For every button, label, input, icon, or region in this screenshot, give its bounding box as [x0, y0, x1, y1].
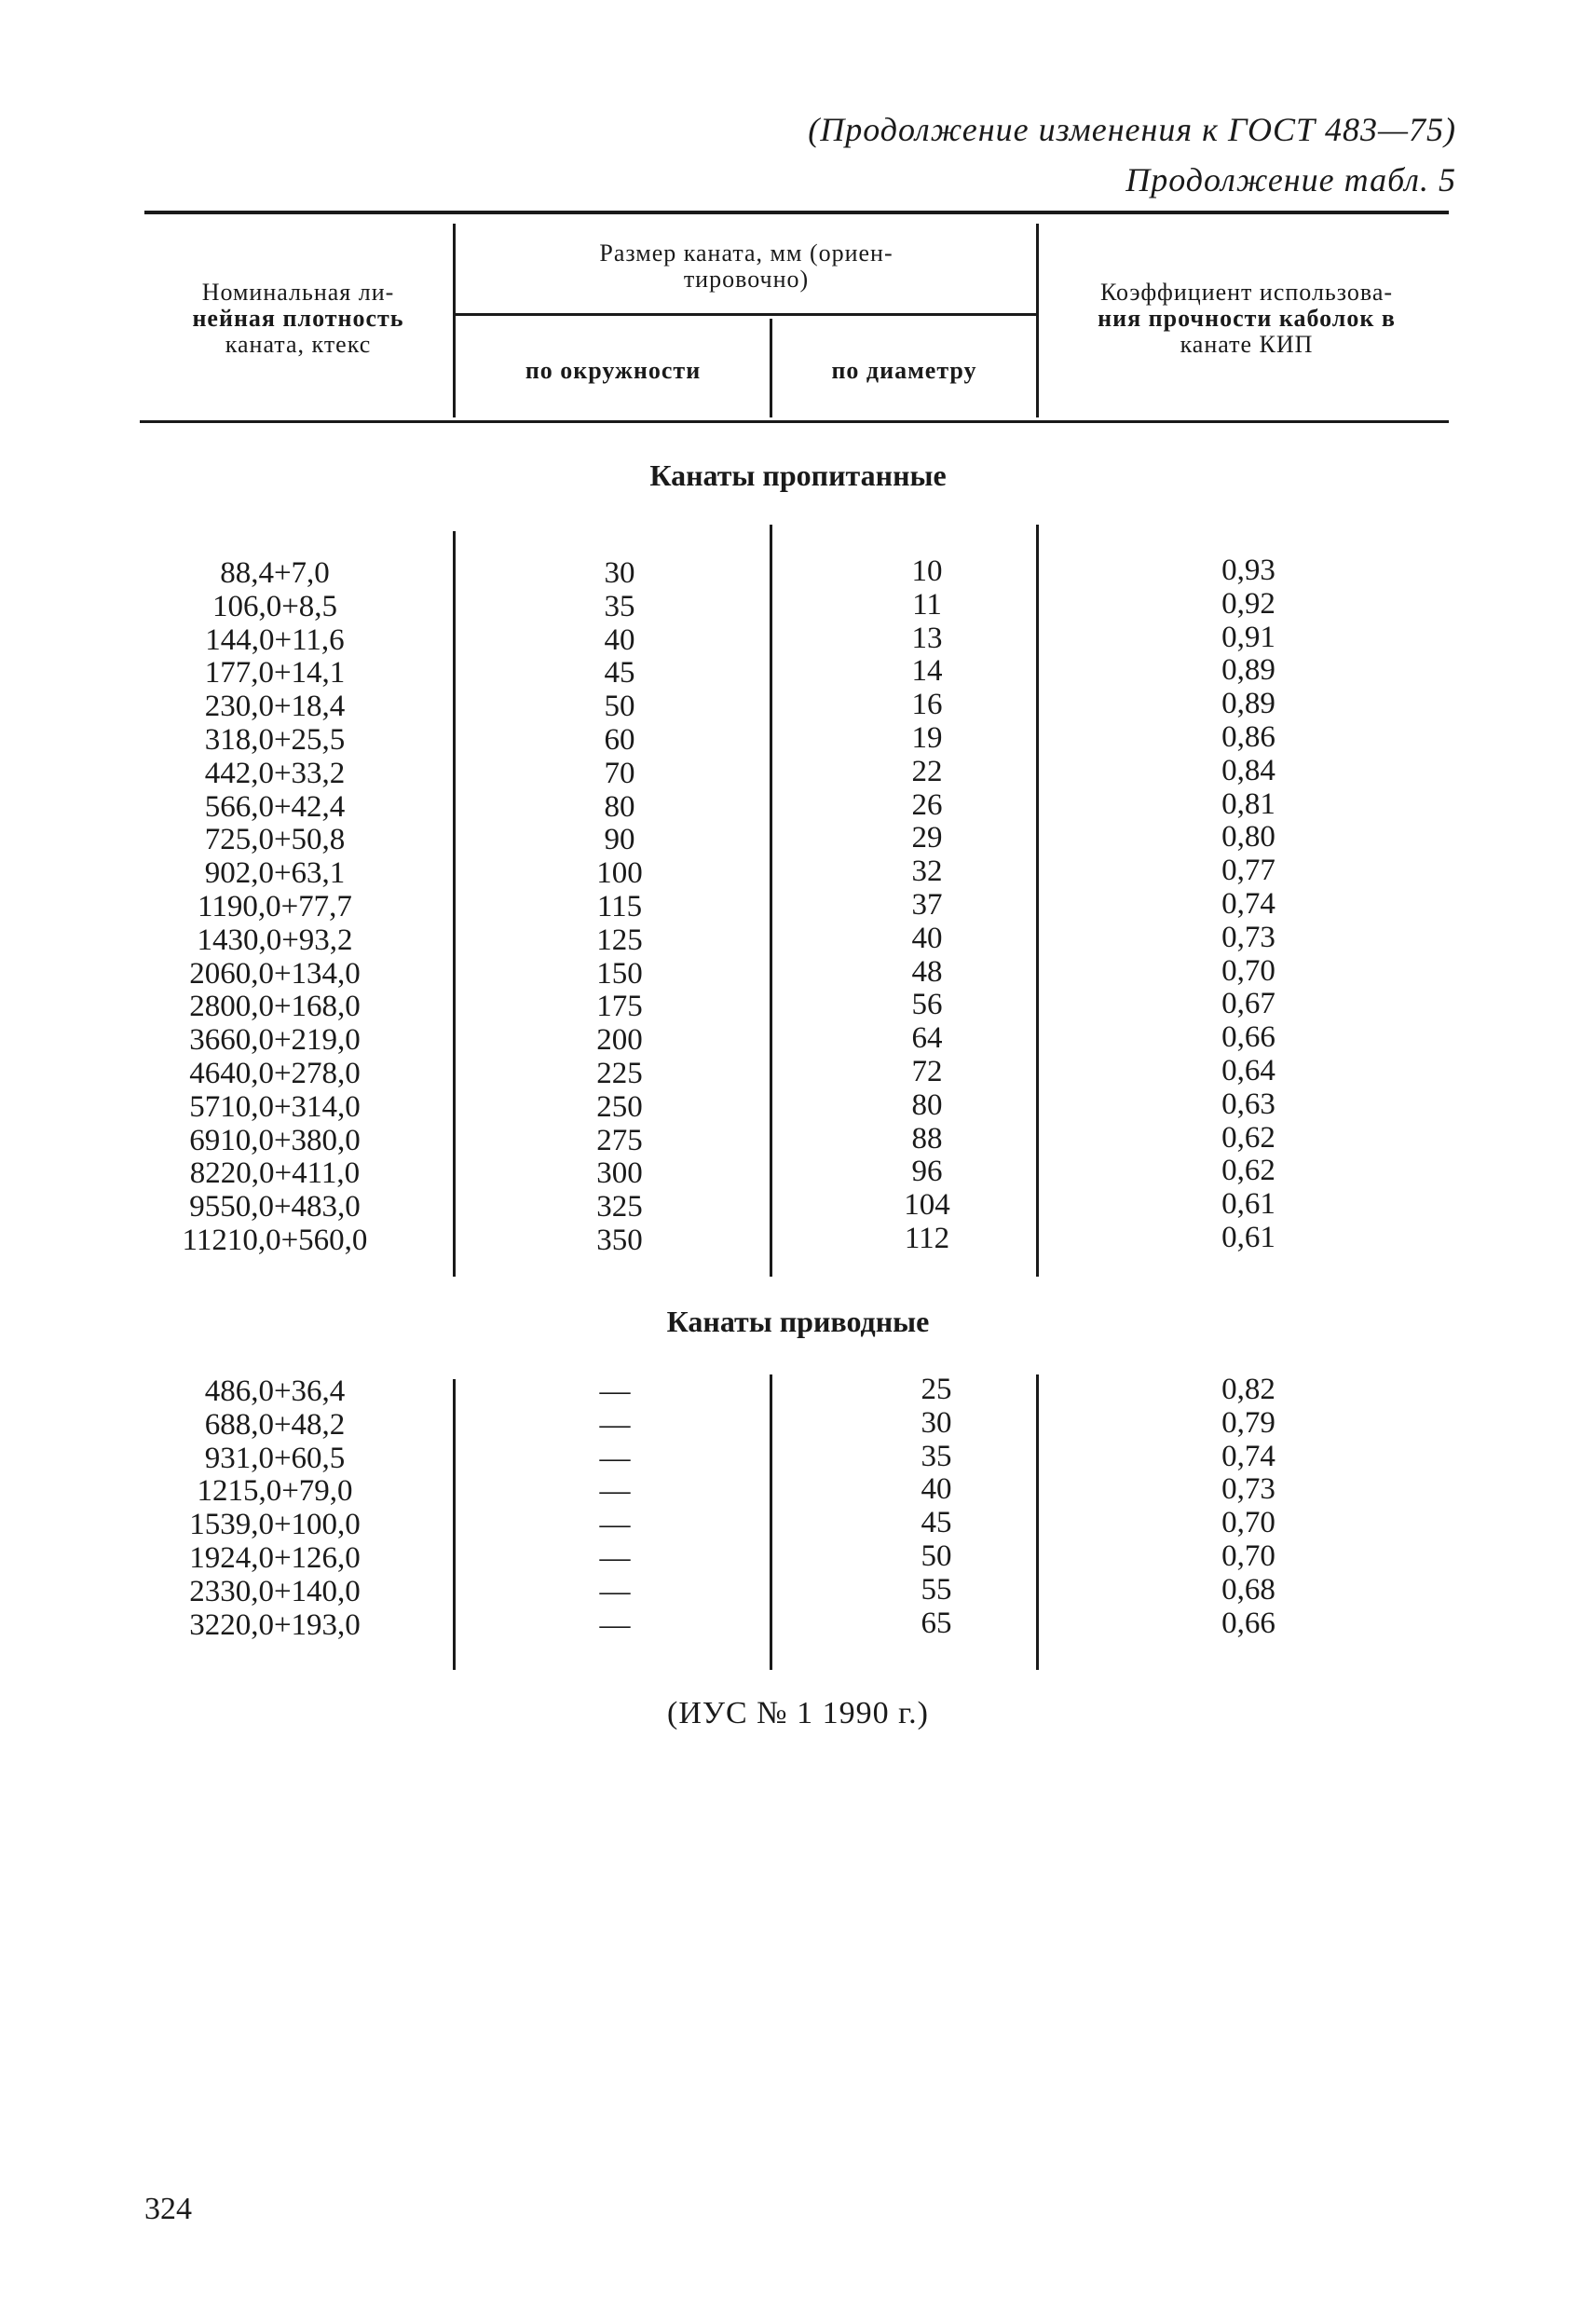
table-cell: 0,74 [1221, 886, 1275, 921]
table-cell: 0,61 [1221, 1220, 1275, 1254]
header-circumference: по окружности [525, 357, 702, 384]
table-cell: 29 [911, 821, 943, 855]
table-cell: 37 [911, 887, 943, 922]
table-cell: 0,73 [1221, 1472, 1275, 1507]
table-cell: 112 [904, 1221, 950, 1255]
page-number: 324 [144, 2192, 192, 2226]
header-nominal-density-line: каната, ктекс [225, 331, 372, 358]
table-cell: 80 [604, 789, 635, 824]
section1-density-column [140, 557, 410, 1258]
table-cell: 688,0+48,2 [204, 1407, 346, 1442]
table-cell: 144,0+11,6 [205, 622, 345, 657]
table-cell: 0,91 [1221, 620, 1275, 654]
table-cell: 0,86 [1221, 719, 1275, 754]
table-cell: 50 [921, 1538, 952, 1573]
table-cell: 300 [596, 1156, 643, 1191]
table-cell: 11210,0+560,0 [182, 1223, 368, 1257]
table-cell: 2330,0+140,0 [189, 1574, 361, 1608]
table-cell: 9550,0+483,0 [189, 1190, 361, 1224]
table-cell: 225 [596, 1056, 643, 1090]
table-cell: 88 [911, 1121, 943, 1156]
table-cell: 55 [921, 1572, 952, 1607]
table-cell: 325 [596, 1190, 643, 1224]
table-cell: 2060,0+134,0 [189, 956, 361, 991]
table-cell: 0,73 [1221, 920, 1275, 954]
table-cell: 1215,0+79,0 [197, 1474, 353, 1509]
table-cell: 175 [596, 990, 643, 1024]
table-cell: 0,70 [1221, 953, 1275, 988]
table-cell: 40 [604, 622, 635, 657]
table-cell: 48 [911, 954, 943, 989]
header-bottom-rule [140, 420, 1449, 423]
table-cell: 0,81 [1221, 786, 1275, 821]
section2-density-column [140, 1375, 410, 1642]
table-cell: 0,67 [1221, 987, 1275, 1021]
section2-divider-2 [770, 1374, 772, 1670]
table-cell: 8220,0+411,0 [189, 1156, 361, 1191]
table-cell: 0,66 [1221, 1020, 1275, 1055]
header-nominal-density-line: Номинальная ли- [201, 279, 395, 306]
table-cell: 250 [596, 1089, 643, 1124]
header-rope-size-line: тировочно) [683, 266, 810, 293]
table-cell: 0,70 [1221, 1506, 1275, 1540]
table-cell: 32 [911, 855, 943, 889]
table-cell: 3220,0+193,0 [189, 1607, 361, 1642]
table-cell: — [599, 1607, 631, 1642]
table-cell: 14 [911, 654, 943, 689]
table-cell: 96 [911, 1155, 943, 1189]
table-cell: 5710,0+314,0 [189, 1089, 361, 1124]
table-cell: 0,61 [1221, 1187, 1275, 1222]
section2-divider-1 [453, 1379, 456, 1670]
table-cell: 0,63 [1221, 1087, 1275, 1121]
header-utilization-coefficient [1042, 280, 1452, 358]
table-top-rule [144, 211, 1449, 214]
header-coefficient-line: Коэффициент использова- [1099, 279, 1394, 306]
table-cell: 40 [921, 1472, 952, 1507]
table-cell: — [599, 1474, 631, 1509]
table-cell: 2800,0+168,0 [189, 990, 361, 1024]
table-cell: 566,0+42,4 [204, 789, 346, 824]
table-cell: 64 [911, 1021, 943, 1056]
table-cell: — [599, 1374, 631, 1408]
table-cell: 0,74 [1221, 1439, 1275, 1473]
table-cell: 19 [911, 720, 943, 755]
table-cell: 442,0+33,2 [204, 756, 346, 790]
table-cell: 72 [911, 1054, 943, 1088]
table-cell: — [599, 1540, 631, 1575]
header-divider-1 [453, 224, 456, 417]
header-rope-size-group [457, 240, 1036, 293]
section2-circumference-column [522, 1375, 708, 1642]
section1-circumference-column [522, 557, 717, 1258]
table-cell: 26 [911, 787, 943, 822]
table-cell: 150 [596, 956, 643, 991]
table-cell: 1924,0+126,0 [189, 1540, 361, 1575]
table-cell: 56 [911, 988, 943, 1022]
table-cell: 45 [604, 656, 635, 691]
table-cell: 3660,0+219,0 [189, 1023, 361, 1058]
section2-diameter-column [839, 1374, 1034, 1640]
table-cell: 16 [911, 688, 943, 722]
table-cell: 40 [911, 921, 943, 955]
section2-divider-3 [1036, 1374, 1039, 1670]
header-rope-size-line: Размер каната, мм (ориен- [599, 239, 893, 267]
header-divider-3 [1036, 224, 1039, 417]
section2-coefficient-column [1155, 1374, 1342, 1640]
table-cell: 35 [921, 1439, 952, 1473]
table-cell: — [599, 1574, 631, 1608]
table-cell: 65 [921, 1606, 952, 1640]
table-cell: 30 [921, 1405, 952, 1440]
table-cell: 318,0+25,5 [204, 722, 346, 757]
table-continuation-note: Продолжение табл. 5 [1125, 161, 1456, 198]
section1-coefficient-column [1155, 554, 1342, 1255]
section-title-drive: Канаты приводные [666, 1305, 930, 1338]
table-cell: 0,89 [1221, 653, 1275, 688]
table-cell: 0,62 [1221, 1120, 1275, 1155]
table-cell: 1430,0+93,2 [197, 923, 353, 957]
table-cell: 177,0+14,1 [204, 656, 346, 691]
table-cell: 35 [604, 589, 635, 623]
table-cell: 11 [912, 587, 942, 622]
table-cell: 50 [604, 690, 635, 724]
table-cell: 45 [921, 1506, 952, 1540]
table-cell: 0,66 [1221, 1606, 1275, 1640]
table-cell: 725,0+50,8 [204, 823, 346, 857]
table-cell: 0,62 [1221, 1154, 1275, 1188]
section1-divider-2 [770, 525, 772, 1277]
table-cell: 0,70 [1221, 1538, 1275, 1573]
table-cell: 0,80 [1221, 820, 1275, 855]
table-cell: 0,93 [1221, 554, 1275, 587]
table-cell: 30 [604, 556, 635, 590]
table-cell: 0,92 [1221, 586, 1275, 621]
table-cell: 0,64 [1221, 1053, 1275, 1087]
section1-divider-3 [1036, 525, 1039, 1277]
table-cell: 0,84 [1221, 753, 1275, 787]
table-cell: 22 [911, 754, 943, 788]
table-cell: 88,4+7,0 [220, 556, 330, 590]
table-cell: — [599, 1508, 631, 1542]
table-cell: 70 [604, 756, 635, 790]
table-cell: 486,0+36,4 [204, 1374, 346, 1408]
table-cell: 90 [604, 823, 635, 857]
section-title-impregnated: Канаты пропитанные [649, 458, 947, 492]
table-cell: 0,89 [1221, 687, 1275, 721]
table-cell: 100 [596, 856, 643, 891]
table-cell: 25 [921, 1373, 952, 1406]
table-cell: 60 [604, 722, 635, 757]
table-cell: 104 [904, 1188, 950, 1223]
header-group-rule [455, 313, 1037, 316]
header-nominal-density [149, 280, 447, 358]
table-cell: 13 [911, 621, 943, 655]
section1-diameter-column [829, 555, 1025, 1256]
header-coefficient-line: канате КИП [1180, 331, 1314, 358]
header-nominal-density-line: нейная плотность [192, 305, 404, 332]
table-cell: 902,0+63,1 [204, 856, 346, 891]
continuation-note: (Продолжение изменения к ГОСТ 483—75) [808, 111, 1456, 148]
table-cell: 1190,0+77,7 [198, 889, 352, 923]
table-cell: 200 [596, 1023, 643, 1058]
table-cell: 0,82 [1221, 1373, 1275, 1406]
table-cell: 230,0+18,4 [204, 690, 346, 724]
footnote: (ИУС № 1 1990 г.) [667, 1696, 929, 1730]
table-cell: 106,0+8,5 [211, 589, 338, 623]
table-cell: 6910,0+380,0 [189, 1123, 361, 1157]
table-cell: 931,0+60,5 [204, 1441, 346, 1475]
table-cell: 350 [596, 1223, 643, 1257]
table-cell: — [599, 1407, 631, 1442]
table-cell: 0,79 [1221, 1405, 1275, 1440]
table-cell: 10 [911, 554, 943, 588]
table-cell: 4640,0+278,0 [189, 1056, 361, 1090]
table-cell: 1539,0+100,0 [189, 1508, 361, 1542]
table-cell: 0,77 [1221, 854, 1275, 888]
header-diameter: по диаметру [831, 357, 977, 384]
table-cell: 115 [596, 889, 643, 923]
table-cell: 125 [596, 923, 643, 957]
table-cell: 275 [596, 1123, 643, 1157]
table-cell: — [599, 1441, 631, 1475]
table-cell: 80 [911, 1087, 943, 1122]
table-cell: 0,68 [1221, 1572, 1275, 1607]
section1-divider-1 [453, 531, 456, 1277]
header-coefficient-line: ния прочности каболок в [1098, 305, 1396, 332]
